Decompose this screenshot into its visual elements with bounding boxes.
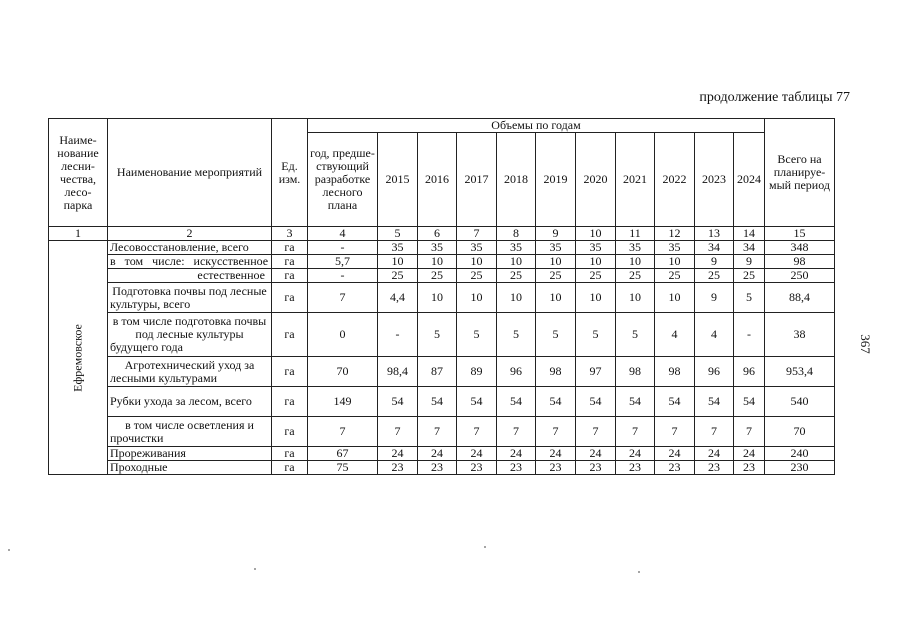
year-cell: 35	[457, 241, 497, 255]
scan-speck	[484, 546, 486, 548]
column-number: 14	[734, 227, 765, 241]
unit-cell: га	[272, 387, 308, 417]
year-cell: 54	[576, 387, 616, 417]
table-row	[49, 269, 835, 283]
prev-year-cell: 0	[308, 313, 378, 357]
year-cell: 7	[576, 417, 616, 447]
year-cell: 10	[497, 283, 536, 313]
year-cell: 4,4	[378, 283, 418, 313]
year-cell: 5	[576, 313, 616, 357]
total-cell: 240	[765, 447, 835, 461]
year-cell: 10	[497, 255, 536, 269]
year-cell: 23	[418, 461, 457, 475]
total-cell: 38	[765, 313, 835, 357]
prev-year-cell: 75	[308, 461, 378, 475]
forestry-name-cell	[49, 241, 108, 475]
year-cell: 23	[576, 461, 616, 475]
year-cell: 10	[457, 283, 497, 313]
unit-cell: га	[272, 255, 308, 269]
forest-plan-table	[48, 118, 835, 475]
year-cell: 5	[734, 283, 765, 313]
unit-cell: га	[272, 283, 308, 313]
prev-year-cell: 70	[308, 357, 378, 387]
total-cell: 348	[765, 241, 835, 255]
scan-speck	[8, 549, 10, 551]
year-cell: 24	[616, 447, 655, 461]
year-cell: 54	[655, 387, 695, 417]
year-cell: 23	[497, 461, 536, 475]
header-year: 2023	[695, 133, 734, 227]
year-cell: 24	[734, 447, 765, 461]
header-year: 2016	[418, 133, 457, 227]
year-cell: 23	[695, 461, 734, 475]
unit-cell: га	[272, 447, 308, 461]
page-number: 367	[857, 334, 873, 354]
year-cell: 54	[418, 387, 457, 417]
year-cell: 7	[616, 417, 655, 447]
event-name: естественное	[108, 269, 272, 283]
year-cell: 54	[497, 387, 536, 417]
header-year: 2020	[576, 133, 616, 227]
year-cell: 23	[457, 461, 497, 475]
event-name: Подготовка почвы под лесные культуры, всего	[108, 283, 272, 313]
year-cell: 24	[536, 447, 576, 461]
year-cell: 98,4	[378, 357, 418, 387]
column-number: 13	[695, 227, 734, 241]
column-number: 2	[108, 227, 272, 241]
column-number: 11	[616, 227, 655, 241]
year-cell: 25	[734, 269, 765, 283]
year-cell: 5	[418, 313, 457, 357]
year-cell: 10	[418, 255, 457, 269]
year-cell: 24	[457, 447, 497, 461]
year-cell: 54	[457, 387, 497, 417]
total-cell: 953,4	[765, 357, 835, 387]
year-cell: 4	[695, 313, 734, 357]
table-row	[49, 241, 835, 255]
year-cell: 7	[536, 417, 576, 447]
year-cell: 54	[616, 387, 655, 417]
year-cell: 35	[497, 241, 536, 255]
table-row	[49, 447, 835, 461]
header-volumes-group: Объемы по годам	[308, 119, 765, 133]
year-cell: 34	[734, 241, 765, 255]
total-cell: 98	[765, 255, 835, 269]
event-name: в том числе осветления и прочистки	[108, 417, 272, 447]
year-cell: 25	[457, 269, 497, 283]
year-cell: 10	[378, 255, 418, 269]
year-cell: 10	[655, 255, 695, 269]
year-cell: 54	[734, 387, 765, 417]
unit-cell: га	[272, 269, 308, 283]
year-cell: 10	[576, 255, 616, 269]
year-cell: 7	[418, 417, 457, 447]
column-number: 5	[378, 227, 418, 241]
year-cell: -	[378, 313, 418, 357]
prev-year-cell: 7	[308, 417, 378, 447]
column-number: 4	[308, 227, 378, 241]
table-row	[49, 255, 835, 269]
year-cell: 24	[695, 447, 734, 461]
year-cell: 7	[655, 417, 695, 447]
year-cell: 34	[695, 241, 734, 255]
year-cell: 7	[734, 417, 765, 447]
header-year: 2022	[655, 133, 695, 227]
header-year: 2018	[497, 133, 536, 227]
year-cell: 10	[616, 255, 655, 269]
total-cell: 230	[765, 461, 835, 475]
total-cell: 88,4	[765, 283, 835, 313]
year-cell: 54	[536, 387, 576, 417]
year-cell: 25	[497, 269, 536, 283]
year-cell: 7	[695, 417, 734, 447]
table-row	[49, 357, 835, 387]
column-number: 10	[576, 227, 616, 241]
column-number: 3	[272, 227, 308, 241]
event-name: в том числе подготовка почвы под лесные культуры будущего года	[108, 313, 272, 357]
scan-speck	[254, 568, 256, 570]
year-cell: 9	[695, 283, 734, 313]
year-cell: 23	[536, 461, 576, 475]
table-row	[49, 387, 835, 417]
unit-cell: га	[272, 417, 308, 447]
year-cell: 23	[378, 461, 418, 475]
header-year: 2019	[536, 133, 576, 227]
year-cell: 96	[695, 357, 734, 387]
year-cell: 4	[655, 313, 695, 357]
year-cell: 9	[734, 255, 765, 269]
total-cell: 70	[765, 417, 835, 447]
year-cell: 10	[418, 283, 457, 313]
column-number: 12	[655, 227, 695, 241]
year-cell: 10	[616, 283, 655, 313]
header-year: 2024	[734, 133, 765, 227]
year-cell: 10	[576, 283, 616, 313]
total-cell: 250	[765, 269, 835, 283]
year-cell: 54	[378, 387, 418, 417]
year-cell: 24	[378, 447, 418, 461]
year-cell: 35	[616, 241, 655, 255]
year-cell: 7	[497, 417, 536, 447]
table-row	[49, 283, 835, 313]
header-total: Всего на планируе-мый период	[765, 119, 835, 227]
column-numbers-row	[49, 227, 835, 241]
year-cell: 96	[497, 357, 536, 387]
year-cell: 87	[418, 357, 457, 387]
header-year: 2017	[457, 133, 497, 227]
table-row	[49, 313, 835, 357]
year-cell: 24	[576, 447, 616, 461]
year-cell: 24	[655, 447, 695, 461]
year-cell: -	[734, 313, 765, 357]
event-name: Проходные	[108, 461, 272, 475]
forestry-name: Ефремовское	[70, 323, 85, 392]
table-row	[49, 461, 835, 475]
year-cell: 35	[576, 241, 616, 255]
year-cell: 10	[655, 283, 695, 313]
year-cell: 98	[536, 357, 576, 387]
column-number: 8	[497, 227, 536, 241]
prev-year-cell: 67	[308, 447, 378, 461]
table-row	[49, 417, 835, 447]
year-cell: 35	[536, 241, 576, 255]
scan-speck	[638, 571, 640, 573]
year-cell: 35	[418, 241, 457, 255]
unit-cell: га	[272, 241, 308, 255]
year-cell: 24	[418, 447, 457, 461]
header-event: Наименование мероприятий	[108, 119, 272, 227]
prev-year-cell: -	[308, 269, 378, 283]
year-cell: 35	[655, 241, 695, 255]
year-cell: 97	[576, 357, 616, 387]
total-cell: 540	[765, 387, 835, 417]
prev-year-cell: 5,7	[308, 255, 378, 269]
unit-cell: га	[272, 313, 308, 357]
column-number: 9	[536, 227, 576, 241]
year-cell: 10	[536, 255, 576, 269]
year-cell: 5	[457, 313, 497, 357]
year-cell: 25	[378, 269, 418, 283]
header-year: 2015	[378, 133, 418, 227]
year-cell: 10	[457, 255, 497, 269]
year-cell: 7	[457, 417, 497, 447]
event-name: Лесовосстановление, всего	[108, 241, 272, 255]
year-cell: 25	[695, 269, 734, 283]
year-cell: 5	[497, 313, 536, 357]
unit-cell: га	[272, 461, 308, 475]
column-number: 7	[457, 227, 497, 241]
year-cell: 10	[536, 283, 576, 313]
year-cell: 24	[497, 447, 536, 461]
event-name: Рубки ухода за лесом, всего	[108, 387, 272, 417]
prev-year-cell: 7	[308, 283, 378, 313]
year-cell: 5	[536, 313, 576, 357]
year-cell: 89	[457, 357, 497, 387]
header-prev-year: год, предше-ствующий разработке лесного плана	[308, 133, 378, 227]
year-cell: 54	[695, 387, 734, 417]
prev-year-cell: -	[308, 241, 378, 255]
year-cell: 23	[655, 461, 695, 475]
unit-cell: га	[272, 357, 308, 387]
table-caption: продолжение таблицы 77	[699, 90, 850, 105]
year-cell: 25	[418, 269, 457, 283]
year-cell: 98	[655, 357, 695, 387]
header-forestry: Наиме-нование лесни-чества, лесо-парка	[49, 119, 108, 227]
year-cell: 25	[576, 269, 616, 283]
year-cell: 35	[378, 241, 418, 255]
year-cell: 25	[536, 269, 576, 283]
year-cell: 25	[616, 269, 655, 283]
event-name: Агротехнический уход за лесными культурами	[108, 357, 272, 387]
year-cell: 96	[734, 357, 765, 387]
header-unit: Ед. изм.	[272, 119, 308, 227]
column-number: 6	[418, 227, 457, 241]
year-cell: 7	[378, 417, 418, 447]
year-cell: 25	[655, 269, 695, 283]
column-number: 1	[49, 227, 108, 241]
prev-year-cell: 149	[308, 387, 378, 417]
event-name: в том числе: искусственное	[108, 255, 272, 269]
year-cell: 9	[695, 255, 734, 269]
year-cell: 98	[616, 357, 655, 387]
year-cell: 23	[616, 461, 655, 475]
header-year: 2021	[616, 133, 655, 227]
year-cell: 5	[616, 313, 655, 357]
column-number: 15	[765, 227, 835, 241]
year-cell: 23	[734, 461, 765, 475]
event-name: Прореживания	[108, 447, 272, 461]
